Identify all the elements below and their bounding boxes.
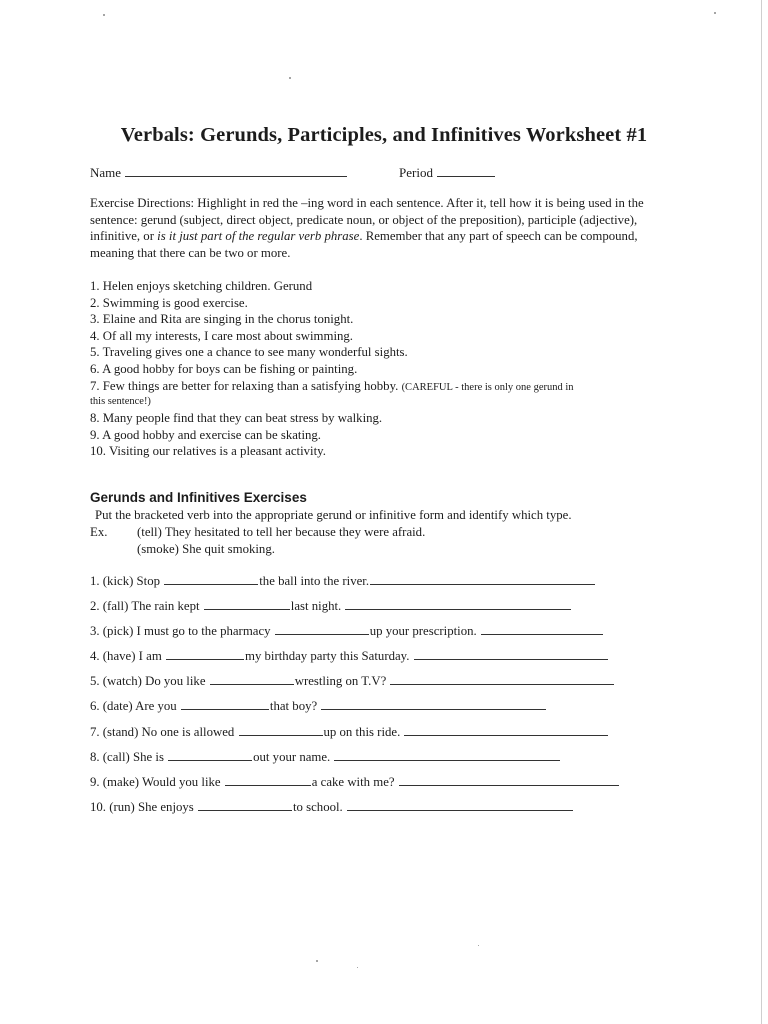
example-line-1 [90,525,425,540]
example-line-2: (smoke) She quit smoking. [137,542,275,556]
answer-blank[interactable] [481,623,603,635]
example-label: Ex. [90,525,108,539]
exercise2-item [90,623,620,648]
scan-speck [289,77,291,79]
directions-italic: is it just part of the regular verb phrase [157,229,360,243]
item-rest: last night. [290,599,342,614]
answer-blank[interactable] [404,724,608,736]
exercise2-item [90,774,620,799]
fill-in-blank[interactable] [168,749,252,761]
answer-blank[interactable] [399,774,619,786]
item-prompt: 1. (kick) Stop [90,574,164,588]
careful-note: (CAREFUL - there is only one gerund in [401,381,574,393]
answer-blank[interactable] [347,799,573,811]
directions-text-1: Exercise Directions: Highlight in red the –ing word in each sentence. After it, tell how it is being used in the sentence: gerund (subject, direct object, predicate noun, or object of the preposition), participle (adjective), infinitive, or [90,196,644,243]
exercise2-item [90,648,620,673]
exercise1-item-with-note [90,378,690,397]
fill-in-blank[interactable] [225,774,311,786]
exercise2-item [90,673,620,698]
exercise1-item: 7. Few things are better for relaxing than a satisfying hobby. [90,378,399,393]
item-prompt: 8. (call) She is [90,749,168,764]
item-rest: up on this ride. [323,724,401,739]
exercise1-item: 3. Elaine and Rita are singing in the chorus tonight. [90,312,354,327]
item-prompt: 10. (run) She enjoys [90,799,197,814]
answer-blank[interactable] [321,698,546,710]
exercise1-item: 5. Traveling gives one a chance to see many wonderful sights. [90,345,408,360]
worksheet-title: Verbals: Gerunds, Participles, and Infinitives Worksheet #1 [120,124,648,146]
exercise1-item: 6. A good hobby for boys can be fishing or painting. [90,361,358,376]
answer-blank[interactable] [390,673,614,685]
exercise1-item: 10. Visiting our relatives is a pleasant activity. [90,444,326,459]
directions-text-2: . Remember that any part of speech can be compound, meaning that there can be two or more. [90,229,638,260]
exercise1-item: 9. A good hobby and exercise can be skating. [90,427,321,442]
fill-in-blank[interactable] [164,573,258,585]
name-row [90,164,347,181]
exercise2-item [90,573,620,598]
answer-blank[interactable] [334,749,560,761]
fill-in-blank[interactable] [210,673,294,685]
item-prompt: 4. (have) I am [90,649,165,664]
item-rest: wrestling on T.V? [294,674,387,689]
period-row [399,164,495,181]
scan-speck [316,960,318,962]
exercise1-item: 2. Swimming is good exercise. [90,295,248,310]
exercise2-item [90,749,620,774]
answer-blank[interactable] [345,598,571,610]
item-prompt: 5. (watch) Do you like [90,674,209,689]
answer-blank[interactable] [370,573,595,585]
fill-in-blank[interactable] [198,799,292,811]
name-blank[interactable] [125,164,347,177]
item-rest: the ball into the river. [259,574,370,588]
careful-note-continued: this sentence!) [90,396,151,408]
name-label: Name [90,165,122,180]
example-text-1: (tell) They hesitated to tell her because they were afraid. [137,525,426,539]
item-prompt: 2. (fall) The rain kept [90,599,203,614]
scan-speck [357,967,358,968]
fill-in-blank[interactable] [275,623,369,635]
scan-edge [761,0,762,1024]
item-prompt: 6. (date) Are you [90,699,180,714]
period-label: Period [399,165,433,180]
period-blank[interactable] [437,164,495,177]
fill-in-blank[interactable] [166,648,244,660]
exercise1-item: 1. Helen enjoys sketching children. Gerund [90,279,313,293]
exercise1-item: 4. Of all my interests, I care most about swimming. [90,328,353,343]
exercise1-list [90,278,690,460]
scan-speck [478,945,479,946]
exercise2-item [90,698,620,723]
item-rest: that boy? [269,699,318,714]
answer-blank[interactable] [414,648,608,660]
fill-in-blank[interactable] [239,724,323,736]
scan-speck [714,12,716,14]
fill-in-blank[interactable] [204,598,290,610]
item-rest: a cake with me? [311,774,395,789]
exercise-directions [90,195,680,261]
section2-description: Put the bracketed verb into the appropriate gerund or infinitive form and identify which type. [95,508,572,522]
exercise2-item [90,799,620,824]
section2-title: Gerunds and Infinitives Exercises [90,490,307,505]
fill-in-blank[interactable] [181,698,269,710]
scan-speck [103,14,105,16]
item-rest: my birthday party this Saturday. [244,649,410,664]
item-prompt: 3. (pick) I must go to the pharmacy [90,624,274,639]
item-rest: to school. [292,799,343,814]
item-prompt: 7. (stand) No one is allowed [90,724,238,739]
item-rest: up your prescription. [369,624,477,639]
exercise2-item [90,724,620,749]
item-rest: out your name. [253,749,331,764]
exercise1-item: 8. Many people find that they can beat stress by walking. [90,411,383,426]
exercise2-list [90,573,620,824]
exercise2-item [90,598,620,623]
item-prompt: 9. (make) Would you like [90,774,224,789]
